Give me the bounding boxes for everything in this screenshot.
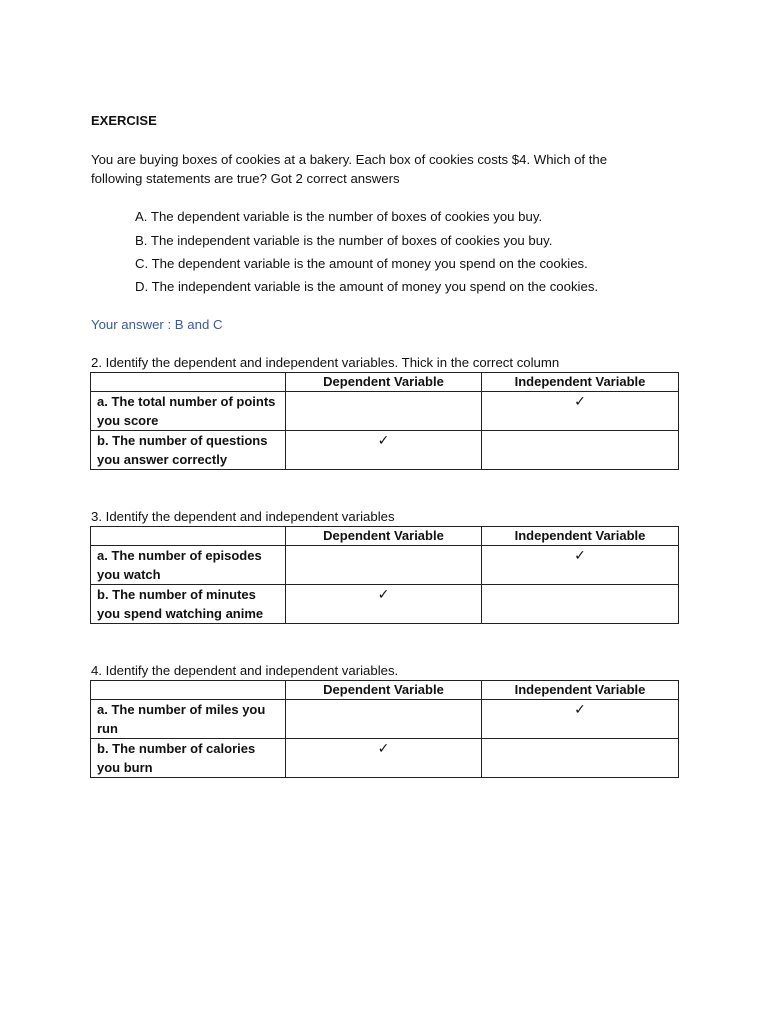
dependent-cell[interactable]: ✓ [286, 585, 482, 624]
table-header-row [91, 373, 679, 392]
row-label: a. The total number of points you score [91, 392, 286, 431]
dependent-cell[interactable] [286, 392, 482, 431]
question-2-prompt: 2. Identify the dependent and independent variables. Thick in the correct column [91, 355, 560, 370]
independent-cell[interactable] [482, 585, 679, 624]
header-dependent: Dependent Variable [286, 527, 482, 546]
row-label: b. The number of questions you answer correctly [91, 431, 286, 470]
option-a: A. The dependent variable is the number of boxes of cookies you buy. [135, 209, 543, 224]
question-1-prompt: You are buying boxes of cookies at a bakery. Each box of cookies costs $4. Which of the following statements are true? Got 2 correct answers [91, 152, 608, 186]
dependent-cell[interactable] [286, 700, 482, 739]
dependent-cell[interactable]: ✓ [286, 739, 482, 778]
header-dependent: Dependent Variable [286, 681, 482, 700]
option-b: B. The independent variable is the number of boxes of cookies you buy. [135, 233, 553, 248]
table-row [91, 739, 679, 778]
question-2-table [90, 372, 679, 470]
table-row [91, 546, 679, 585]
header-dependent: Dependent Variable [286, 373, 482, 392]
dependent-cell[interactable] [286, 546, 482, 585]
table-row [91, 431, 679, 470]
independent-cell[interactable]: ✓ [482, 546, 679, 585]
row-label: a. The number of miles you run [91, 700, 286, 739]
question-4-table [90, 680, 679, 778]
independent-cell[interactable]: ✓ [482, 700, 679, 739]
option-d: D. The independent variable is the amount of money you spend on the cookies. [135, 279, 599, 294]
header-independent: Independent Variable [482, 373, 679, 392]
table-header-row [91, 527, 679, 546]
table-header-row [91, 681, 679, 700]
independent-cell[interactable] [482, 431, 679, 470]
answer-text: Your answer : B and C [91, 317, 223, 332]
row-label: b. The number of calories you burn [91, 739, 286, 778]
dependent-cell[interactable]: ✓ [286, 431, 482, 470]
row-label: b. The number of minutes you spend watching anime [91, 585, 286, 624]
header-independent: Independent Variable [482, 681, 679, 700]
header-blank [91, 527, 286, 546]
independent-cell[interactable]: ✓ [482, 392, 679, 431]
table-row [91, 585, 679, 624]
exercise-heading: EXERCISE [91, 113, 157, 128]
row-label: a. The number of episodes you watch [91, 546, 286, 585]
table-row [91, 700, 679, 739]
question-3-table [90, 526, 679, 624]
independent-cell[interactable] [482, 739, 679, 778]
table-row [91, 392, 679, 431]
header-blank [91, 681, 286, 700]
header-blank [91, 373, 286, 392]
header-independent: Independent Variable [482, 527, 679, 546]
option-c: C. The dependent variable is the amount of money you spend on the cookies. [135, 256, 588, 271]
question-4-prompt: 4. Identify the dependent and independent variables. [91, 663, 399, 678]
question-3-prompt: 3. Identify the dependent and independent variables [91, 509, 395, 524]
